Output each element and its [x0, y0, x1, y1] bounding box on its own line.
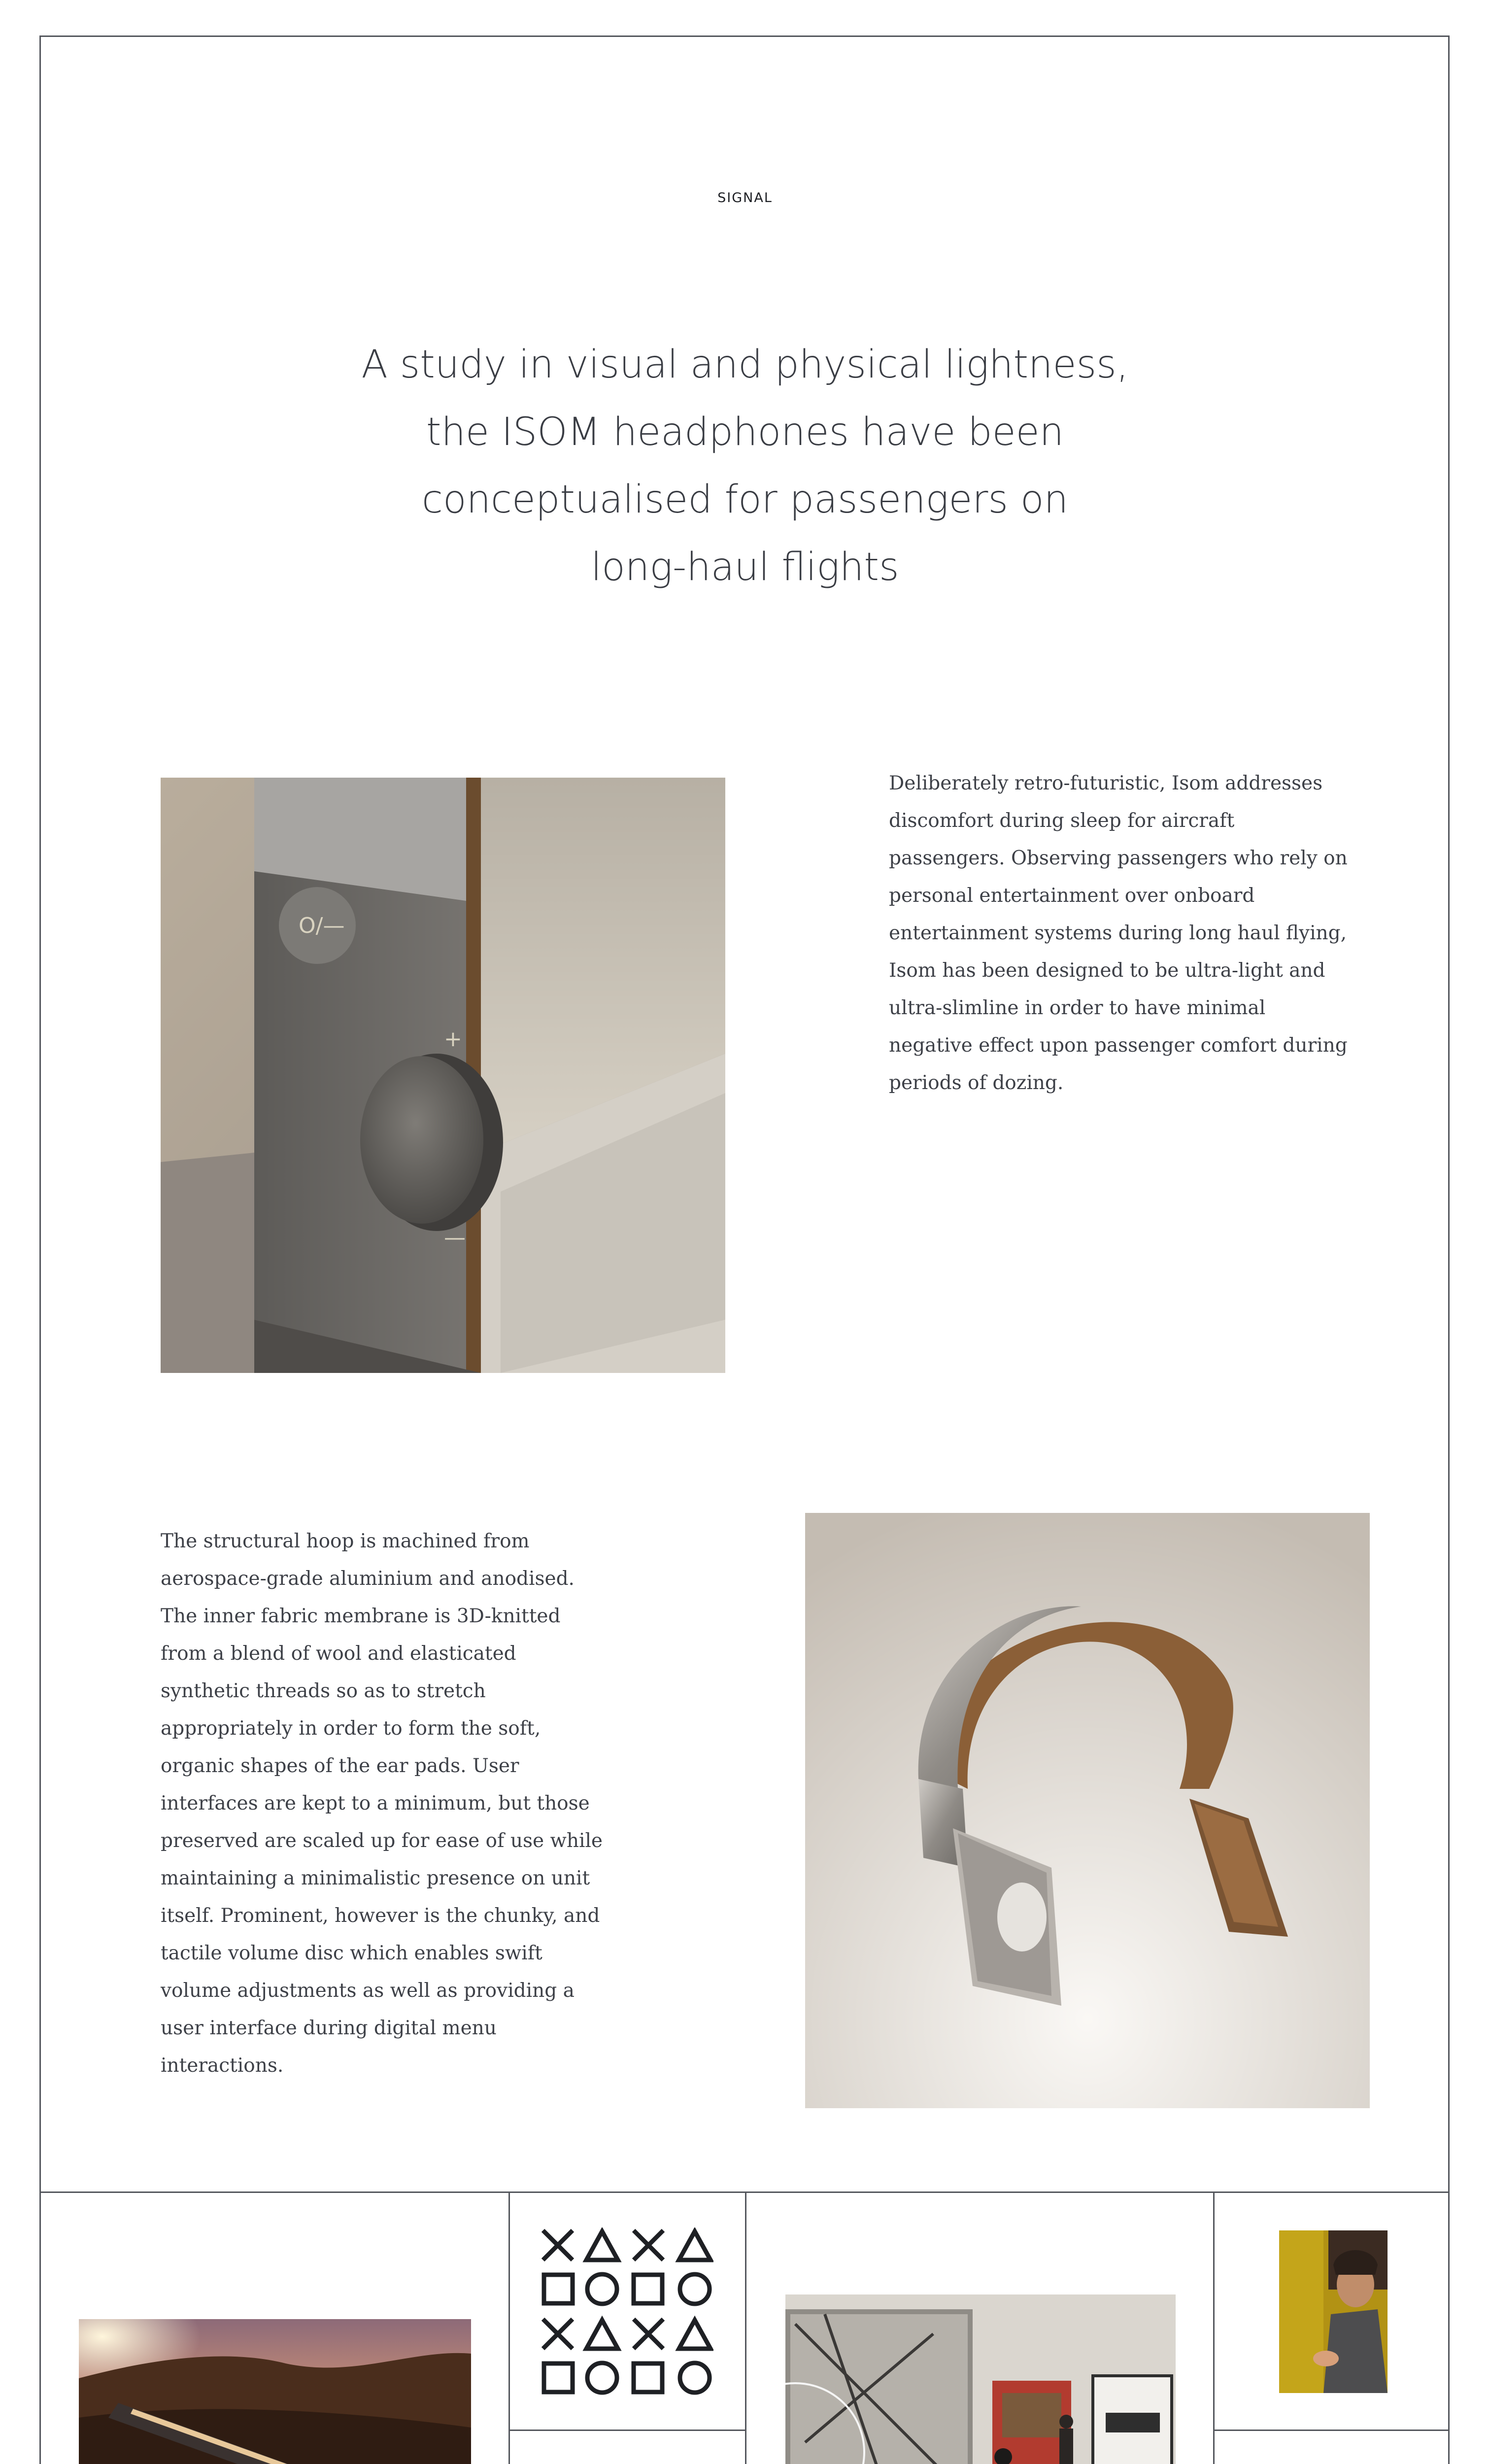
svg-text:—: —: [444, 1225, 466, 1250]
isom-headphones-floating-photo: [805, 1513, 1370, 2108]
section2-body-text: The structural hoop is machined from aerospace-grade aluminium and anodised. The inner fabric membrane is 3D-knitted from a blend of wool and elasticated synthetic threads so as to stretch appropriately in order to form the soft, organic shapes of the ear pads. User interfaces are kept to a minimum, but those preserved are scaled up for ease of use while maintaining a minimalistic presence on unit itself. Prominent, however is the chunky, and tactile volume disc which enables swift volume adjustments as well as providing a user interface during digital menu interactions.: [161, 1530, 603, 2077]
headline-line: the ISOM headphones have been: [426, 410, 1064, 454]
section1-body-text: Deliberately retro-futuristic, Isom addresses discomfort during sleep for aircraft passengers. Observing passengers who rely on personal entertainment over onboard entertainment systems during long haul flying, Isom has been designed to be ultra-light and ultra-slimline in order to have minimal negative effect upon passenger comfort during periods of dozing.: [889, 772, 1348, 1094]
grid-divider: [745, 2191, 746, 2464]
brand-logo[interactable]: SIGNAL: [717, 190, 773, 205]
grid-cell-rule: [1213, 2430, 1450, 2431]
grid-divider: [1213, 2191, 1215, 2464]
headline-line: conceptualised for passengers on: [421, 478, 1069, 522]
art-gallery-photo[interactable]: [785, 2294, 1176, 2464]
grid-divider: [508, 2191, 510, 2464]
headline-line: long-haul flights: [591, 545, 899, 589]
svg-text:O/—: O/—: [299, 913, 345, 938]
grid-top-rule: [39, 2191, 1450, 2193]
grid-cell-rule: [508, 2430, 746, 2431]
intro-headline: [351, 331, 1139, 601]
isom-control-closeup-photo: [161, 778, 725, 1373]
xox-symbols-graphic[interactable]: [540, 2227, 713, 2396]
headline-line: A study in visual and physical lightness,: [361, 342, 1129, 387]
chef-portrait-photo[interactable]: [1279, 2230, 1388, 2393]
svg-text:+: +: [444, 1027, 462, 1052]
train-at-dusk-photo[interactable]: [79, 2319, 471, 2464]
